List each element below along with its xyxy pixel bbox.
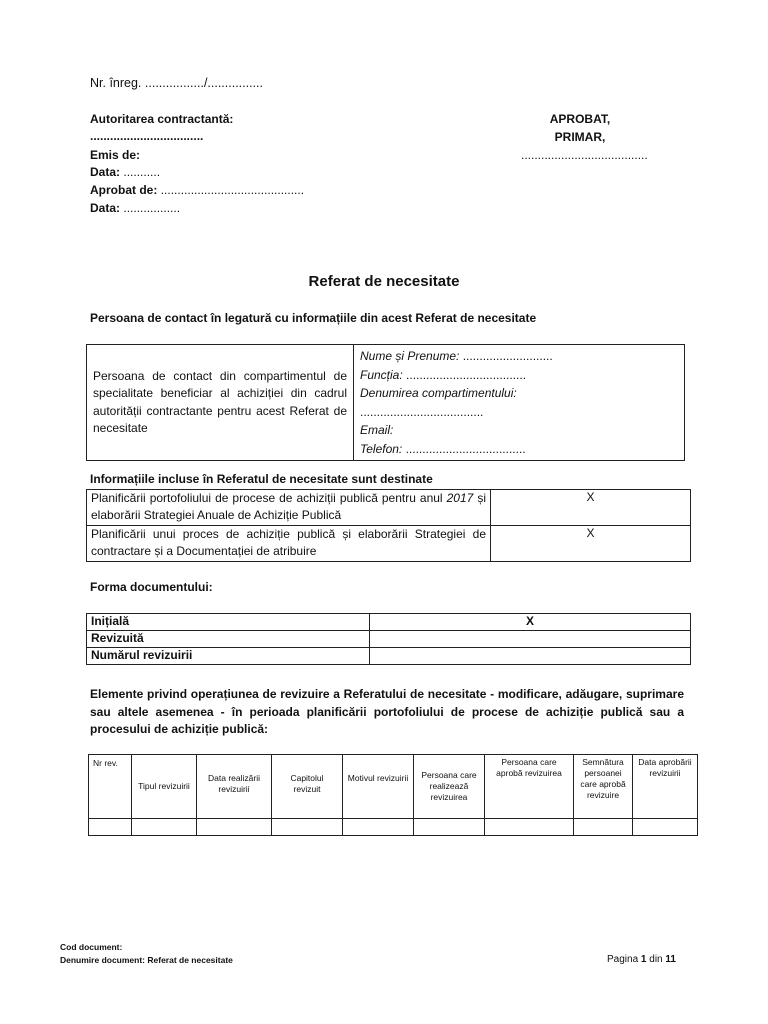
date-line-1: Data: ........... — [90, 165, 161, 179]
form-revised-mark — [370, 631, 691, 648]
table-cell — [132, 819, 197, 836]
table-cell — [343, 819, 414, 836]
table-cell — [574, 819, 633, 836]
authority-value: .................................. — [90, 129, 204, 143]
footer-document-name: Denumire document: Referat de necesitate — [60, 955, 233, 965]
table-cell — [197, 819, 272, 836]
date-line-2: Data: ................. — [90, 201, 181, 215]
revision-header-performer: Persoana care realizează revizuirea — [414, 755, 485, 819]
revision-header-chapter: Capitolul revizuit — [272, 755, 343, 819]
form-revision-number-mark — [370, 648, 691, 665]
contact-details — [354, 345, 685, 461]
form-initial-label: Inițială — [87, 614, 370, 631]
contact-email-label: Email: — [360, 423, 394, 437]
table-cell — [89, 819, 132, 836]
contact-department-label: Denumirea compartimentului: — [360, 386, 517, 400]
footer-page-number: Pagina 1 din 11 — [607, 954, 676, 965]
approved-by-line: Aprobat de: ........................................... — [90, 183, 305, 197]
contact-phone-row: Telefon: .................................... — [360, 441, 526, 456]
approval-signature-line: ...................................... — [521, 148, 648, 162]
form-heading: Forma documentului: — [90, 580, 213, 594]
table-cell — [485, 819, 574, 836]
table-cell — [272, 819, 343, 836]
form-revision-number-label: Numărul revizuirii — [87, 648, 370, 665]
destination-heading: Informațiile incluse în Referatul de necesitate sunt destinate — [90, 472, 433, 486]
destination-row-process: Planificării unui proces de achiziție publică și elaborării Strategiei de contractare și a Documentației de atribuire — [87, 526, 491, 562]
contact-table — [86, 344, 685, 461]
destination-mark-portfolio: X — [491, 490, 691, 526]
revision-header-approval-date: Data aprobării revizuirii — [633, 755, 698, 819]
approval-mayor: PRIMAR, — [554, 130, 606, 144]
form-initial-mark: X — [370, 614, 691, 631]
revision-header-date: Data realizării revizuirii — [197, 755, 272, 819]
revision-header-approver: Persoana care aprobă revizuirea — [485, 755, 574, 819]
registration-number: Nr. înreg. ................./................ — [90, 76, 263, 90]
table-cell — [633, 819, 698, 836]
contact-heading: Persoana de contact în legatură cu informațiile din acest Referat de necesitate — [90, 311, 537, 325]
revision-header-type: Tipul revizuirii — [132, 755, 197, 819]
approval-title: APROBAT, — [549, 112, 611, 126]
revision-header-signature: Semnătura persoanei care aprobă revizuire — [574, 755, 633, 819]
contact-department-value: ..................................... — [360, 404, 484, 419]
contact-name-row: Nume și Prenume: ........................... — [360, 349, 553, 363]
destination-row-portfolio: Planificării portofoliului de procese de achiziții publică pentru anul 2017 și elaborării Strategiei Anuale de Achiziție Publică — [87, 490, 491, 526]
document-title: Referat de necesitate — [308, 273, 460, 290]
contact-description: Persoana de contact din compartimentul de specialitate beneficiar al achiziției din cadrul autorității contractante pentru acest Referat de necesitate — [87, 345, 354, 461]
revision-paragraph: Elemente privind operațiunea de revizuire a Referatului de necesitate - modificare, adăugare, suprimare sau altele asemenea - în perioada planificării portofoliului de procese de achiziție publică sau a procesului de achiziție publică: — [90, 687, 684, 736]
revision-header-nr: Nr rev. — [89, 755, 132, 819]
table-row — [89, 819, 698, 836]
contact-function-row: Funcția: .................................... — [360, 367, 527, 382]
form-revised-label: Revizuită — [87, 631, 370, 648]
revision-table — [88, 754, 698, 836]
destination-mark-process: X — [491, 526, 691, 562]
authority-label: Autoritarea contractantă: — [90, 112, 234, 126]
destination-table — [86, 489, 691, 562]
footer-document-code: Cod document: — [60, 942, 123, 952]
issued-by-label: Emis de: — [90, 148, 141, 162]
form-table — [86, 613, 691, 665]
revision-header-reason: Motivul revizuirii — [343, 755, 414, 819]
table-cell — [414, 819, 485, 836]
